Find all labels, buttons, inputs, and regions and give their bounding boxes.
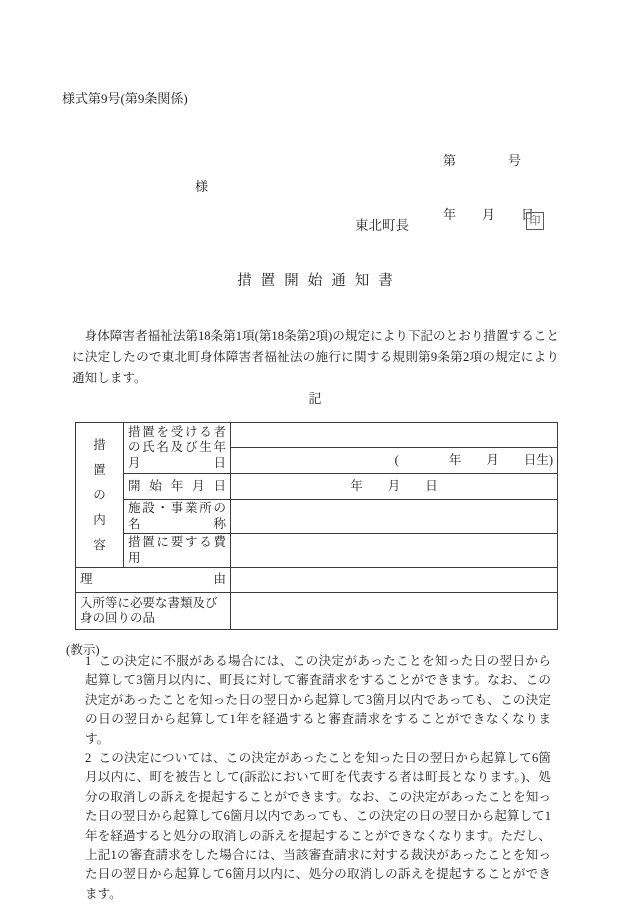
sender-title: 東北町長	[355, 218, 409, 233]
group-label-cell	[76, 423, 124, 568]
table-row	[76, 568, 558, 593]
start-date-label-cell: 開始年月日	[124, 474, 231, 500]
measure-details-table	[75, 422, 558, 630]
notes-heading: (教示)	[66, 643, 100, 657]
note-item-2-number: 2	[85, 751, 92, 766]
document-number-line: 第 号	[443, 153, 522, 168]
ki-label: 記	[308, 391, 322, 406]
reason-value-cell	[231, 568, 558, 593]
recipient-name-value-cell	[231, 423, 558, 448]
page-title: 措置開始通知書	[237, 273, 402, 289]
table-row	[76, 423, 558, 448]
notes-list	[85, 652, 551, 904]
note-item-1-number: 1	[85, 654, 92, 668]
items-needed-label-cell: 入所等に必要な書類及び身の回りの品	[76, 593, 231, 630]
facility-name-value-cell	[231, 500, 558, 534]
group-label-vertical: 措置の内容	[93, 437, 106, 552]
note-item-1	[85, 652, 551, 749]
document-number-and-date	[443, 116, 534, 260]
recipient-label-cell: 措置を受ける者の氏名及び生年月日	[124, 423, 231, 474]
note-item-1-text: この決定に不服がある場合には、この決定があったことを知った日の翌日から起算して3箇月以内に、町長に対して審査請求をすることができます。なお、この決定があったことを知った日の翌日から起算して3箇月以内であっても、この決定の日の翌日から起算して1年を経過すると審査請求をすることができなくなります。	[85, 654, 551, 746]
note-item-2	[85, 749, 551, 904]
table-row	[76, 534, 558, 568]
table-row	[76, 593, 558, 630]
body-paragraph: 身体障害者福祉法第18条第1項(第18条第2項)の規定により下記のとおり措置することに決定したので東北町身体障害者福祉法の施行に関する規則第9条第2項の規定により通知します。	[72, 329, 560, 385]
form-number-label: 様式第9号(第9条関係)	[62, 91, 188, 106]
note-item-2-text: この決定については、この決定があったことを知った日の翌日から起算して6箇月以内に、町を被告として(訴訟において町を代表する者は町長となります。)、処分の取消しの訴えを提起することができます。なお、この決定があったことを知った日の翌日から起算して6箇月以内であっても、この決定の日の翌日から起算して1年を経過すると処分の取消しの訴えを提起することができなくなります。ただし、上記1の審査請求をした場合には、当該審査請求に対する裁決があったことを知った日の翌日から起算して6箇月以内に、処分の取消しの訴えを提起することができます。	[85, 751, 551, 901]
cost-label-cell: 措置に要する費用	[124, 534, 231, 568]
table-row	[76, 500, 558, 534]
start-date-value-cell: 年 月 日	[231, 474, 558, 500]
cost-value-cell	[231, 534, 558, 568]
document-date-line: 年 月 日	[443, 207, 535, 222]
reason-label-cell: 理由	[76, 568, 231, 593]
recipient-birthdate-value-cell: ( 年 月 日生)	[231, 448, 558, 474]
items-needed-value-cell	[231, 593, 558, 630]
facility-name-label-cell: 施設・事業所の名称	[124, 500, 231, 534]
addressee-honorific: 様	[195, 179, 209, 194]
seal-mark-icon: 印	[526, 212, 544, 230]
table-row	[76, 474, 558, 500]
